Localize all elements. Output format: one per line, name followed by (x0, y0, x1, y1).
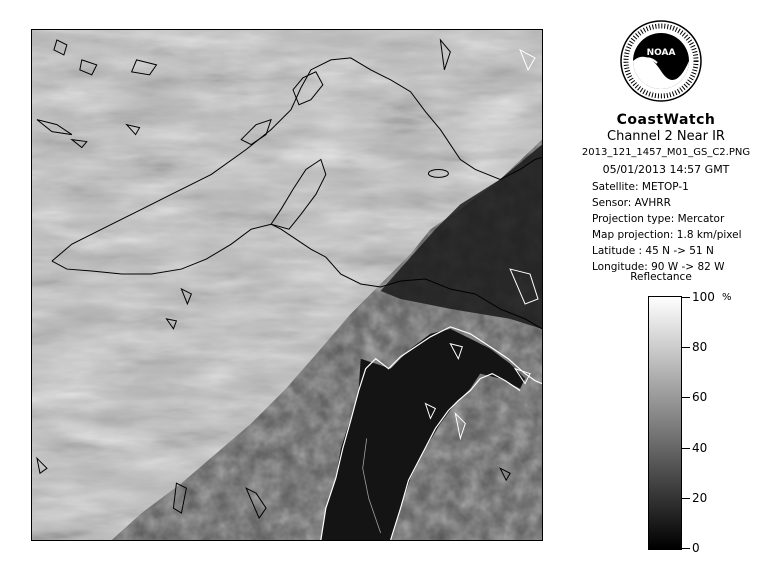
colorbar-tick-mark (682, 498, 690, 499)
channel-label: Channel 2 Near IR (607, 129, 725, 144)
colorbar-tick-label: 80 (692, 340, 708, 355)
datetime-label: 05/01/2013 14:57 GMT (602, 163, 730, 176)
satellite-image-map (31, 29, 543, 541)
noaa-logo (619, 19, 703, 103)
colorbar-unit: % (722, 292, 732, 303)
colorbar-tick-mark (682, 548, 690, 549)
product-title: CoastWatch (616, 112, 716, 128)
meta-satellite: Satellite: METOP-1 (592, 181, 689, 193)
logo-text: NOAA (646, 48, 676, 58)
colorbar-tick-label: 100 (692, 290, 715, 304)
colorbar-tick-mark (682, 347, 690, 348)
colorbar-tick-label: 40 (692, 440, 708, 455)
colorbar-tick-label: 20 (692, 490, 708, 505)
reflectance-colorbar (648, 296, 682, 550)
meta-map-projection: Map projection: 1.8 km/pixel (592, 229, 742, 241)
colorbar-tick-mark (682, 297, 690, 298)
colorbar-tick-mark (682, 448, 690, 449)
colorbar-tick-mark (682, 397, 690, 398)
colorbar-tick-label: 60 (692, 390, 708, 405)
colorbar-title: Reflectance (630, 271, 692, 283)
meta-latitude: Latitude : 45 N -> 51 N (592, 245, 714, 257)
colorbar-tick-label: 0 (692, 541, 700, 555)
filename-label: 2013_121_1457_M01_GS_C2.PNG (581, 147, 751, 158)
meta-sensor: Sensor: AVHRR (592, 197, 671, 209)
meta-longitude: Longitude: 90 W -> 82 W (592, 261, 725, 273)
meta-projection-type: Projection type: Mercator (592, 213, 725, 225)
